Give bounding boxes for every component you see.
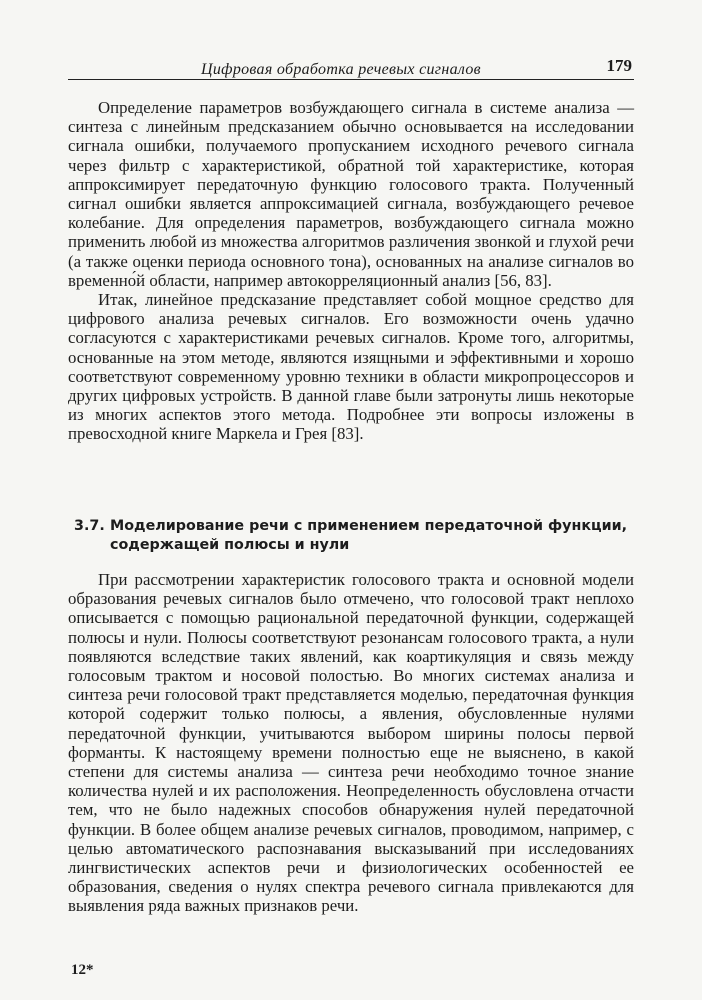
paragraph: Определение параметров возбуждающего сигнала в системе анализа — синтеза с линейным предсказанием обычно основывается на исследовании сигнала ошибки, получаемого пропусканием исходного речевого сигнала через фильтр с характеристикой, обратной той характеристике, которая аппроксимирует передаточную функцию голосового тракта. Полученный сигнал ошибки является аппроксимацией сигнала, возбуждающего речевое колебание. Для определения параметров, возбуждающего сигнала можно применить любой из множества алгоритмов различения звонкой и глухой речи (а также оценки периода основного тона), основанных на анализе сигналов во временно́й области, например автокорреляционный анализ [56, 83]. bbox=[68, 98, 634, 290]
page-number: 179 bbox=[606, 56, 632, 75]
section-title-line-2: содержащей полюсы и нули bbox=[110, 537, 350, 553]
running-header bbox=[68, 56, 634, 80]
header-rule bbox=[68, 79, 634, 80]
section-title-line-1: Моделирование речи с применением передаточной функции, bbox=[110, 518, 628, 534]
paragraph: Итак, линейное предсказание представляет собой мощное средство для цифрового анализа речевых сигналов. Его возможности очень удачно согласуются с характеристиками речевых сигналов. Кроме того, алгоритмы, основанные на этом методе, являются изящными и эффективными и хорошо соответствуют современному уровню техники в области микропроцессоров и других цифровых устройств. В данной главе были затронуты лишь некоторые из многих аспектов этого метода. Подробнее эти вопросы изложены в превосходной книге Маркела и Грея [83]. bbox=[68, 290, 634, 444]
running-title: Цифровая обработка речевых сигналов bbox=[201, 61, 481, 78]
body-text-top bbox=[68, 98, 634, 444]
section-heading bbox=[74, 517, 640, 555]
body-text-section bbox=[68, 570, 634, 916]
signature-mark: 12* bbox=[71, 962, 94, 978]
paragraph: При рассмотрении характеристик голосового тракта и основной модели образования речевых сигналов было отмечено, что голосовой тракт неплохо описывается с помощью рациональной передаточной функции, содержащей полюсы и нули. Полюсы соответствуют резонансам голосового тракта, а нули появляются вследствие таких явлений, как коартикуляция и связь между голосовым трактом и носовой полостью. Во многих системах анализа и синтеза речи голосовой тракт представляется моделью, передаточная функция которой содержит только полюсы, а явления, обусловленные нулями передаточной функции, учитываются выбором ширины полосы первой форманты. К настоящему времени полностью еще не выяснено, в какой степени для системы анализа — синтеза речи необходимо точное знание количества нулей и их расположения. Неопределенность обусловлена отчасти тем, что не было надежных способов обнаружения нулей передаточной функции. В более общем анализе речевых сигналов, проводимом, например, с целью автоматического распознавания высказываний при исследованиях лингвистических аспектов речи и физиологических особенностей ее образования, сведения о нулях спектра речевого сигнала привлекаются для выявления ряда важных признаков речи. bbox=[68, 570, 634, 916]
section-number: 3.7. bbox=[74, 518, 105, 534]
